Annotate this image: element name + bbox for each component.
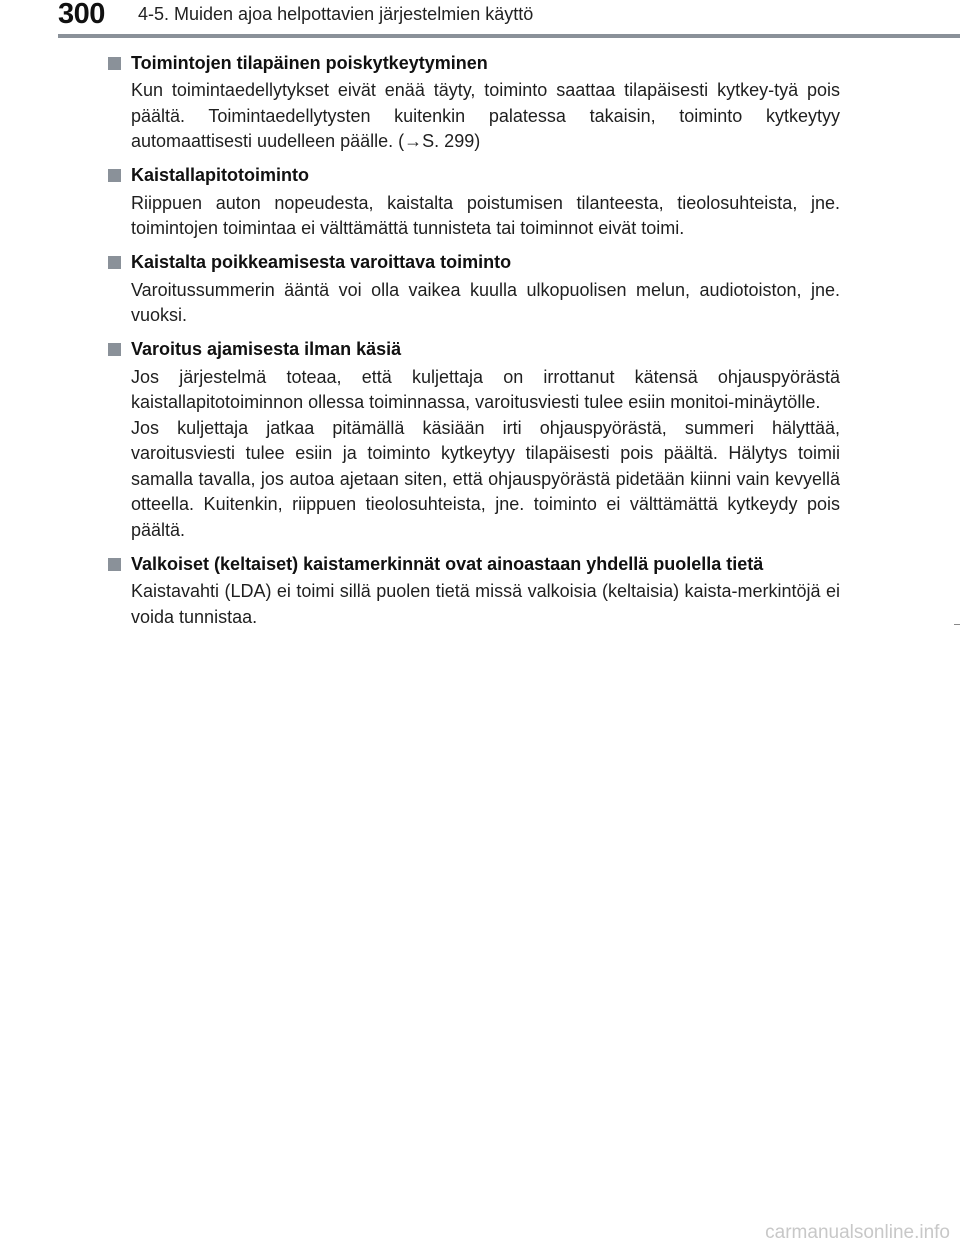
section-paragraph: Kun toimintaedellytykset eivät enää täyty, toiminto saattaa tilapäisesti kytkey-tyä pois päältä. Toimintaedellytysten kuitenkin palatessa takaisin, toiminto kytkeytyy automaattisesti uudelleen päälle. (→S. 299)	[131, 80, 840, 151]
section-paragraph: Kaistavahti (LDA) ei toimi sillä puolen tietä missä valkoisia (keltaisia) kaista-merkintöjä ei voida tunnistaa.	[131, 581, 840, 627]
section-heading	[108, 248, 840, 278]
section-lane-departure-warning	[108, 248, 840, 329]
section-title: Valkoiset (keltaiset) kaistamerkinnät ovat ainoastaan yhdellä puolella tietä	[131, 553, 764, 574]
page-content	[108, 44, 840, 630]
section-paragraph: Jos järjestelmä toteaa, että kuljettaja on irrottanut kätensä ohjauspyörästä kaistallapitotoiminnon ollessa toiminnassa, varoitusviesti tulee esiin monitoi-minäytölle.	[131, 366, 840, 412]
square-bullet-icon	[108, 169, 121, 182]
page-number: 300	[58, 0, 105, 30]
square-bullet-icon	[108, 256, 121, 269]
section-heading	[108, 549, 840, 579]
section-title: Kaistallapitotoiminto	[131, 165, 310, 185]
section-one-side-markings	[108, 549, 840, 630]
section-title: Kaistalta poikkeamisesta varoittava toiminto	[131, 252, 512, 272]
page-header	[0, 0, 960, 40]
watermark-link[interactable]: carmanualsonline.info	[765, 1222, 950, 1243]
section-hands-off-warning	[108, 335, 840, 544]
section-title: Varoitus ajamisesta ilman käsiä	[131, 339, 402, 359]
square-bullet-icon	[108, 558, 121, 571]
section-heading	[108, 161, 840, 191]
section-heading	[108, 335, 840, 365]
section-paragraph: Riippuen auton nopeudesta, kaistalta poistumisen tilanteesta, tieolosuhteista, jne. toimintojen toimintaa ei välttämättä tunnisteta tai toiminnot eivät toimi.	[131, 192, 840, 238]
section-paragraph: Jos kuljettaja jatkaa pitämällä käsiään irti ohjauspyörästä, summeri hälyttää, varoitusviesti tulee esiin ja toiminto kytkeytyy tilapäisesti pois päältä. Hälytys toimii samalla tavalla, jos autoa ajetaan siten, että ohjauspyörästä pidetään kiinni vain kevyellä otteella. Kuitenkin, riippuen tieolosuhteista, jne. toiminto ei välttämättä kytkeydy pois päältä.	[131, 417, 840, 540]
chapter-title: 4-5. Muiden ajoa helpottavien järjestelmien käyttö	[138, 4, 534, 24]
section-heading	[108, 48, 840, 78]
section-temporary-disable	[108, 48, 840, 155]
section-paragraph: Varoitussummerin ääntä voi olla vaikea kuulla ulkopuolisen melun, audiotoiston, jne. vuoksi.	[131, 279, 840, 325]
section-title: Toimintojen tilapäinen poiskytkeytyminen	[131, 52, 488, 73]
square-bullet-icon	[108, 57, 121, 70]
section-lane-keeping	[108, 161, 840, 242]
square-bullet-icon	[108, 343, 121, 356]
header-divider	[58, 34, 960, 38]
edge-tick	[954, 624, 960, 625]
